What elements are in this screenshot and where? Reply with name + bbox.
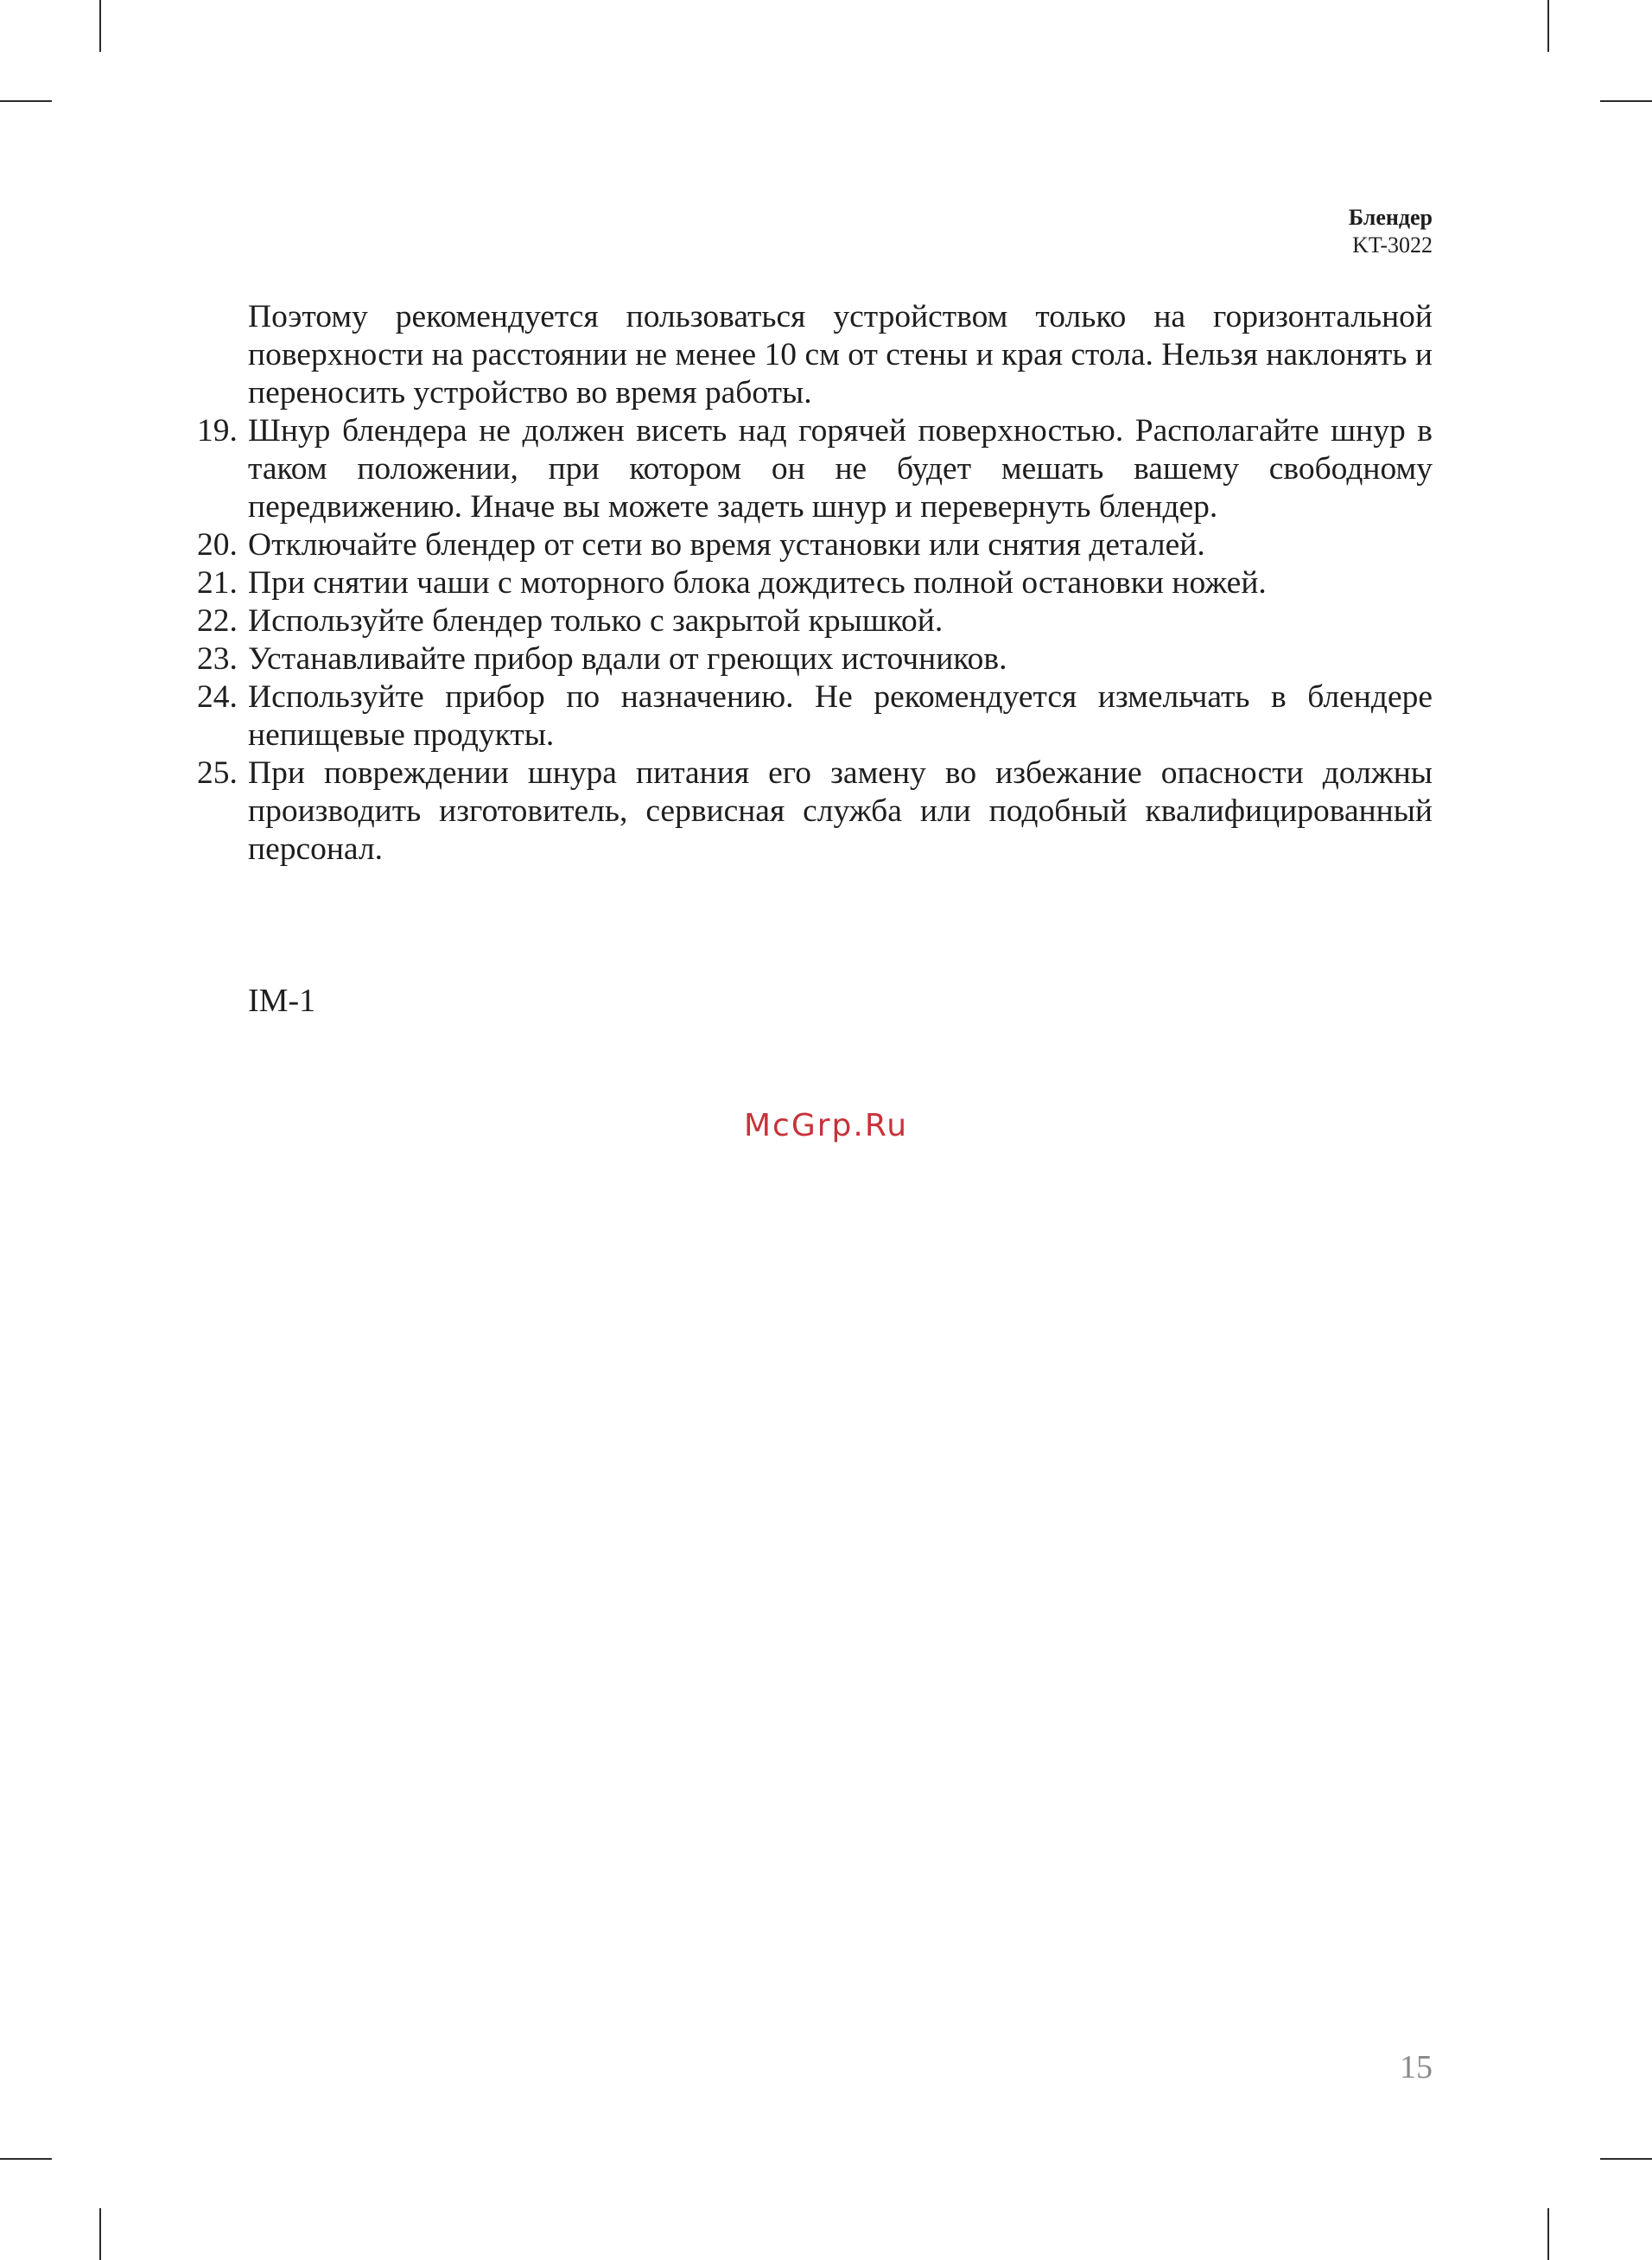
list-item [197,412,1433,526]
item-text: Шнур блендера не должен висеть над горячей поверхностью. Располагайте шнур в таком положении, при котором он не будет мешать вашему свободному передвижению. Иначе вы можете задеть шнур и перевернуть блендер. [248,413,1433,525]
list-item [197,564,1433,602]
crop-mark [1547,2208,1549,2260]
instructions-body [197,298,1433,869]
item-text: Используйте прибор по назначению. Не рекомендуется измельчать в блендере непищевые продукты. [248,679,1433,753]
list-item [197,754,1433,869]
crop-mark [99,2208,101,2260]
intro-paragraph: Поэтому рекомендуется пользоваться устройством только на горизонтальной поверхности на расстоянии не менее 10 см от стены и края стола. Нельзя наклонять и переносить устройство во время работы. [248,299,1433,411]
page-number: 15 [1400,2049,1433,2085]
crop-mark [1547,0,1549,52]
item-number: 25. [197,755,238,791]
instruction-list [197,412,1433,869]
watermark: McGrp.Ru [743,1108,909,1143]
list-item [197,602,1433,640]
document-code: IM-1 [248,983,316,1019]
item-number: 21. [197,565,238,601]
item-number: 22. [197,603,238,639]
product-model: KT-3022 [1352,232,1433,258]
list-item [197,640,1433,678]
item-number: 24. [197,679,238,715]
item-number: 19. [197,413,238,449]
item-text: Устанавливайте прибор вдали от греющих источников. [248,641,1007,677]
item-text: Используйте блендер только с закрытой крышкой. [248,603,944,639]
list-item [197,678,1433,754]
page-header [1349,204,1433,259]
crop-mark [0,100,52,102]
crop-mark [1600,2158,1652,2160]
crop-mark [99,0,101,52]
item-text: Отключайте блендер от сети во время установки или снятия деталей. [248,527,1205,563]
item-text: При снятии чаши с моторного блока дождитесь полной остановки ножей. [248,565,1267,601]
crop-mark [0,2158,52,2160]
product-title: Блендер [1348,205,1433,230]
crop-mark [1600,100,1652,102]
item-text: При повреждении шнура питания его замену во избежание опасности должны производить изготовитель, сервисная служба или подобный квалифицированный персонал. [248,755,1433,867]
list-item [197,526,1433,564]
item-number: 20. [197,527,238,563]
item-number: 23. [197,641,238,677]
